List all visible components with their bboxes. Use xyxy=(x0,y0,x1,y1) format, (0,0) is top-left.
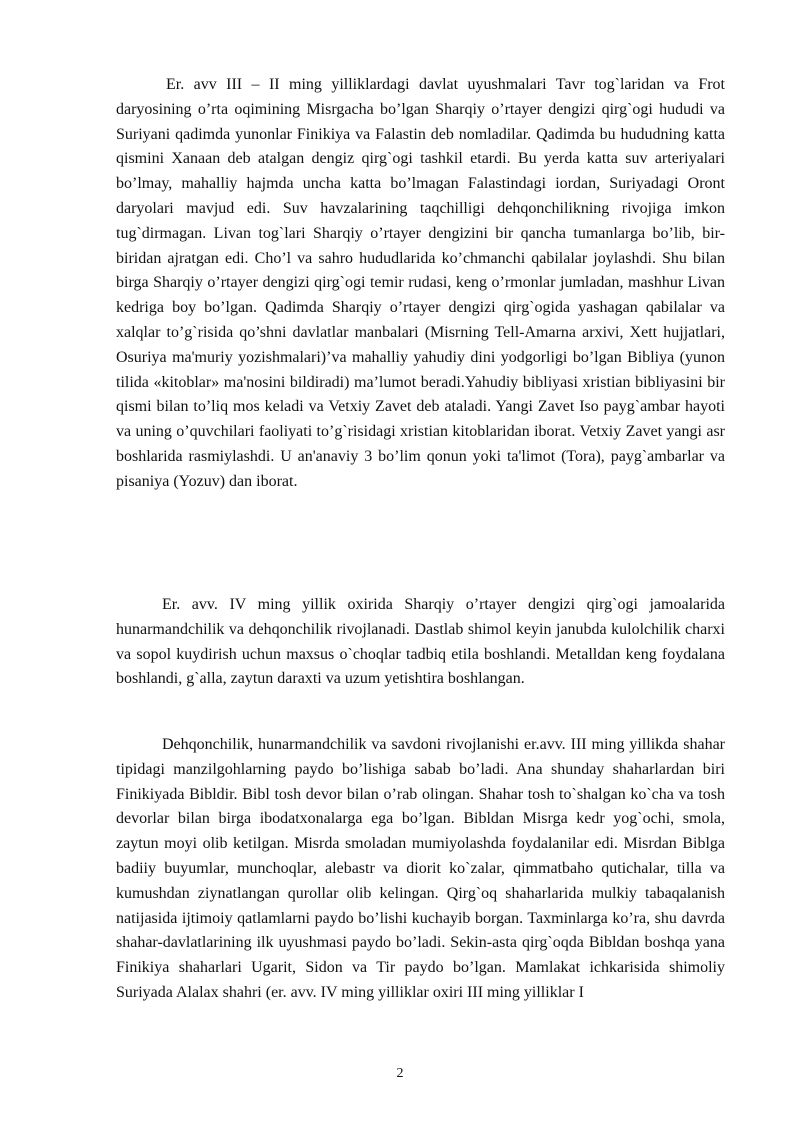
page-number: 2 xyxy=(396,1066,404,1081)
paragraph-2: Er. avv. IV ming yillik oxirida Sharqiy o’rtayer dengizi qirg`ogi jamoalarida hunarmandchilik va dehqonchilik rivojlanadi. Dastlab shimol keyin janubda kulolchilik charxi va sopol kuydirish uchun maxsus o`choqlar tadbiq etila boshlandi. Metalldan keng foydalana boshlandi, g`alla, zaytun daraxti va uzum yetishtira boshlangan. xyxy=(116,596,725,688)
paragraph-1: Er. avv III – II ming yilliklardagi davlat uyushmalari Tavr tog`laridan va Frot daryosining o’rta oqimining Misrgacha bo’lgan Sharqiy o’rtayer dengizi qirg`ogi hududi va Suriyani qadimda yunonlar Finikiya va Falastin deb nomladilar. Qadimda bu hududning katta qismini Xanaan deb atalgan dengiz qirg`ogi tashkil etardi. Bu yerda katta suv arteriyalari bo’lmay, mahalliy hajmda uncha katta bo’lmagan Falastindagi iordan, Suriyadagi Oront daryolari mavjud edi. Suv havzalarining taqchilligi dehqonchilikning rivojiga imkon tug`dirmagan. Livan tog`lari Sharqiy o’rtayer dengizini bir qancha tumanlarga bo’lib, bir-biridan ajratgan edi. Cho’l va sahro hududlarida ko’chmanchi qabilalar joylashdi. Shu bilan birga Sharqiy o’rtayer dengizi qirg`ogi temir rudasi, keng o’rmonlar jumladan, mashhur Livan kedriga boy bo’lgan. Qadimda Sharqiy o’rtayer dengizi qirg`ogida yashagan qabilalar va xalqlar to’g`risida qo’shni davlatlar manbalari (Misrning Tell-Amarna arxivi, Xett hujjatlari, Osuriya ma'muriy yozishmalari)’va mahalliy yahudiy dini yodgorligi bo’lgan Bibliya (yunon tilida «kitoblar» ma'nosini bildiradi) ma’lumot beradi.Yahudiy bibliyasi xristian bibliyasini bir qismi bilan to’liq mos keladi va Vetxiy Zavet deb ataladi. Yangi Zavet Iso payg`ambar hayoti va uning o’quvchilari faoliyati to’g`risidagi xristian kitoblaridan iborat. Vetxiy Zavet yangi asr boshlarida rasmiylashdi. U an'anaviy 3 bo’lim qonun yoki ta'limot (Tora), payg`ambarlar va pisaniya (Yozuv) dan iborat. xyxy=(116,76,725,490)
paragraph-3: Dehqonchilik, hunarmandchilik va savdoni rivojlanishi er.avv. III ming yillikda shahar tipidagi manzilgohlarning paydo bo’lishiga sabab bo’ladi. Ana shunday shaharlardan biri Finikiyada Bibldir. Bibl tosh devor bilan o’rab olingan. Shahar tosh to`shalgan ko`cha va tosh devorlar bilan birga ibodatxonalarga ega bo’lgan. Bibldan Misrga kedr yog`ochi, smola, zaytun moyi olib ketilgan. Misrda smoladan mumiyolashda foydalanilar edi. Misrdan Biblga badiiy buyumlar, munchoqlar, alebastr va diorit ko`zalar, qimmatbaho qutichalar, tilla va kumushdan ziynatlangan qurollar olib kelingan. Qirg`oq shaharlarida mulkiy tabaqalanish natijasida ijtimoiy qatlamlarni paydo bo’lishi kuchayib borgan. Taxminlarga ko’ra, shu davrda shahar-davlatlarining ilk uyushmasi paydo bo’ladi. Sekin-asta qirg`oqda Bibldan boshqa yana Finikiya shaharlari Ugarit, Sidon va Tir paydo bo’lgan. Mamlakat ichkarisida shimoliy Suriyada Alalax shahri (er. avv. IV ming yilliklar oxiri III ming yilliklar I xyxy=(116,736,725,1001)
